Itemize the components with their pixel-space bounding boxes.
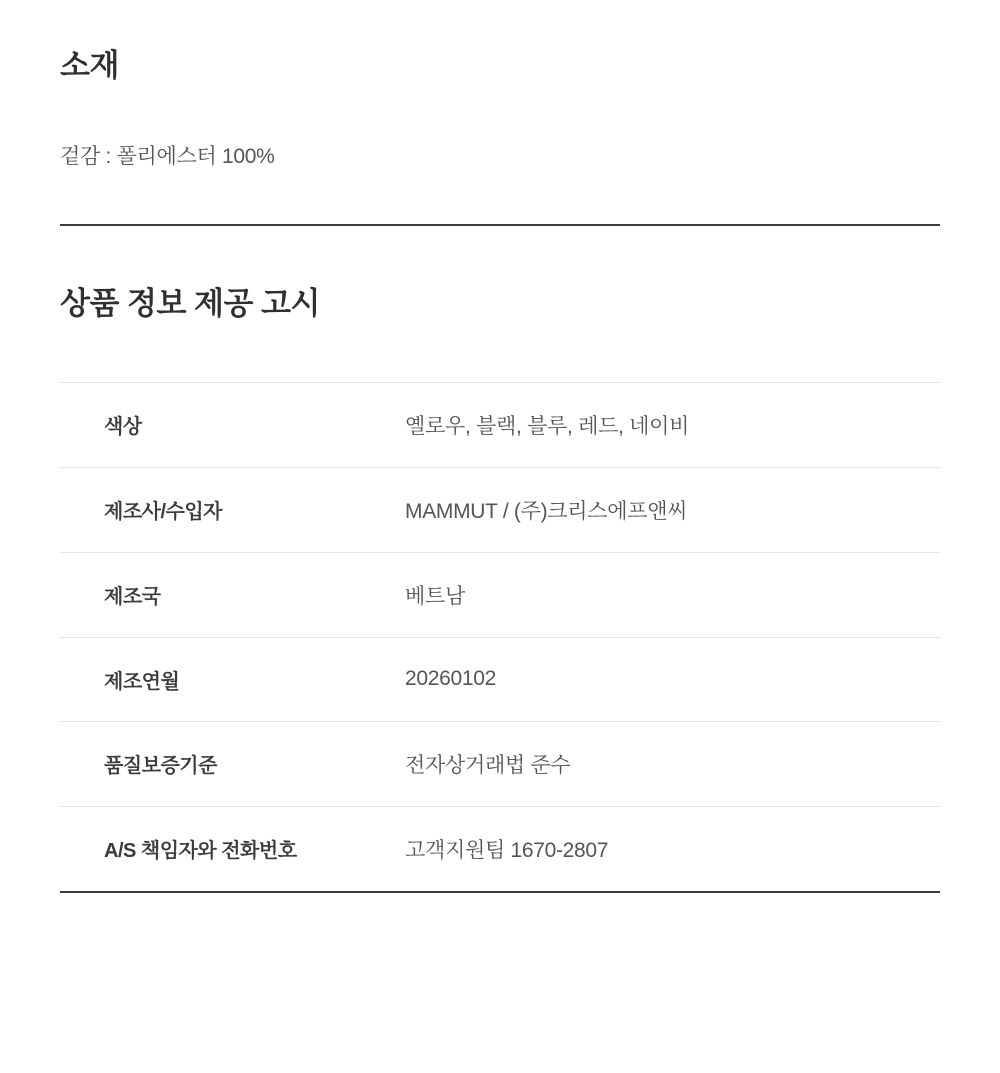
info-value-manufacturer: MAMMUT / (주)크리스에프앤씨 xyxy=(405,499,688,523)
table-row xyxy=(60,806,940,891)
info-label-manufacture-date: 제조연월 xyxy=(104,670,180,693)
product-info-heading: 상품 정보 제공 고시 xyxy=(60,286,320,322)
table-row xyxy=(60,637,940,721)
info-value-manufacture-date: 20260102 xyxy=(405,667,497,691)
info-label-manufacturer: 제조사/수입자 xyxy=(104,501,222,524)
table-row xyxy=(60,382,940,467)
info-value-color: 옐로우, 블랙, 블루, 레드, 네이비 xyxy=(405,414,690,438)
table-bottom-divider xyxy=(60,891,940,893)
material-divider-wrap xyxy=(60,170,940,226)
info-label-warranty: 품질보증기준 xyxy=(104,755,217,778)
info-label-as-contact: A/S 책임자와 전화번호 xyxy=(104,840,297,863)
table-row xyxy=(60,552,940,637)
product-info-table-body xyxy=(60,382,940,891)
info-value-warranty: 전자상거래법 준수 xyxy=(405,753,571,777)
info-label-country: 제조국 xyxy=(104,586,161,609)
table-row xyxy=(60,467,940,552)
info-label-color: 색상 xyxy=(104,416,142,439)
product-info-table xyxy=(60,382,940,891)
material-heading: 소재 xyxy=(60,48,119,83)
table-row xyxy=(60,721,940,806)
product-info-section xyxy=(60,226,940,892)
info-value-country: 베트남 xyxy=(405,584,465,608)
material-detail-text: 겉감 : 폴리에스터 100% xyxy=(60,145,275,169)
info-value-as-contact: 고객지원팀 1670-2807 xyxy=(405,838,609,862)
material-section xyxy=(60,0,940,226)
